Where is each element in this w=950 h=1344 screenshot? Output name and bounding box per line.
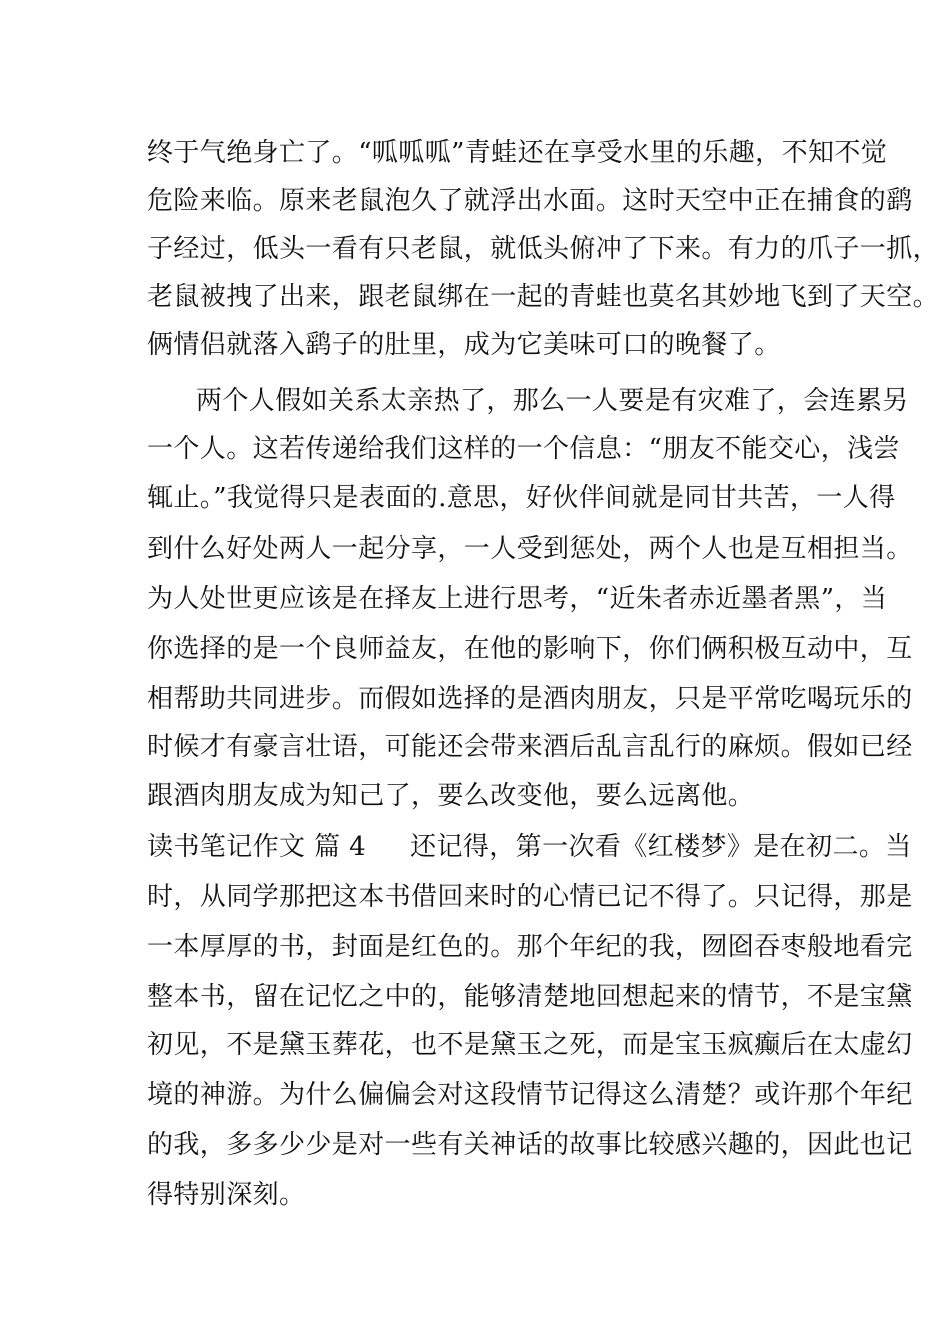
section-heading-line xyxy=(147,832,912,862)
text-line: 你选择的是一个良师益友，在他的影响下，你们俩积极互动中，互 xyxy=(147,634,913,664)
text-line: 时候才有豪言壮语，可能还会带来酒后乱言乱行的麻烦。假如已经 xyxy=(147,732,913,762)
text-line: 子经过，低头一看有只老鼠，就低头俯冲了下来。有力的爪子一抓， xyxy=(147,234,940,264)
text-line: 危险来临。原来老鼠泡久了就浮出水面。这时天空中正在捕食的鹞 xyxy=(147,186,913,216)
text-line: 俩情侣就落入鹞子的肚里，成为它美味可口的晚餐了。 xyxy=(147,330,781,360)
text-line: 一本厚厚的书，封面是红色的。那个年纪的我，囫囵吞枣般地看完 xyxy=(147,932,913,962)
text-line: 一个人。这若传递给我们这样的一个信息：“朋友不能交心，浅尝 xyxy=(147,434,900,464)
text-line: 整本书，留在记忆之中的，能够清楚地回想起来的情节，不是宝黛 xyxy=(147,982,913,1012)
section-first-sentence: 还记得，第一次看《红楼梦》是在初二。当 xyxy=(410,832,912,862)
section-heading-label: 读书笔记作文 篇 4 xyxy=(147,832,367,862)
text-line: 得特别深刻。 xyxy=(147,1180,306,1210)
text-line: 跟酒肉朋友成为知己了，要么改变他，要么远离他。 xyxy=(147,781,755,811)
text-line: 终于气绝身亡了。“呱呱呱”青蛙还在享受水里的乐趣，不知不觉 xyxy=(147,138,888,168)
text-line: 老鼠被拽了出来，跟老鼠绑在一起的青蛙也莫名其妙地飞到了天空。 xyxy=(147,282,940,312)
text-line: 的我，多多少少是对一些有关神话的故事比较感兴趣的，因此也记 xyxy=(147,1130,913,1160)
text-line: 境的神游。为什么偏偏会对这段情节记得这么清楚？或许那个年纪 xyxy=(147,1080,913,1110)
text-line: 到什么好处两人一起分享，一人受到惩处，两个人也是互相担当。 xyxy=(147,534,913,564)
text-line: 为人处世更应该是在择友上进行思考，“近朱者赤近墨者黑”，当 xyxy=(147,584,888,614)
text-line: 辄止。”我觉得只是表面的.意思，好伙伴间就是同甘共苦，一人得 xyxy=(147,483,896,513)
text-line: 时，从同学那把这本书借回来时的心情已记不得了。只记得，那是 xyxy=(147,882,913,912)
text-line: 相帮助共同进步。而假如选择的是酒肉朋友，只是平常吃喝玩乐的 xyxy=(147,684,913,714)
text-line: 初见，不是黛玉葬花，也不是黛玉之死，而是宝玉疯癫后在太虚幻 xyxy=(147,1030,913,1060)
paragraph-first-line: 两个人假如关系太亲热了，那么一人要是有灾难了，会连累另 xyxy=(196,386,909,416)
